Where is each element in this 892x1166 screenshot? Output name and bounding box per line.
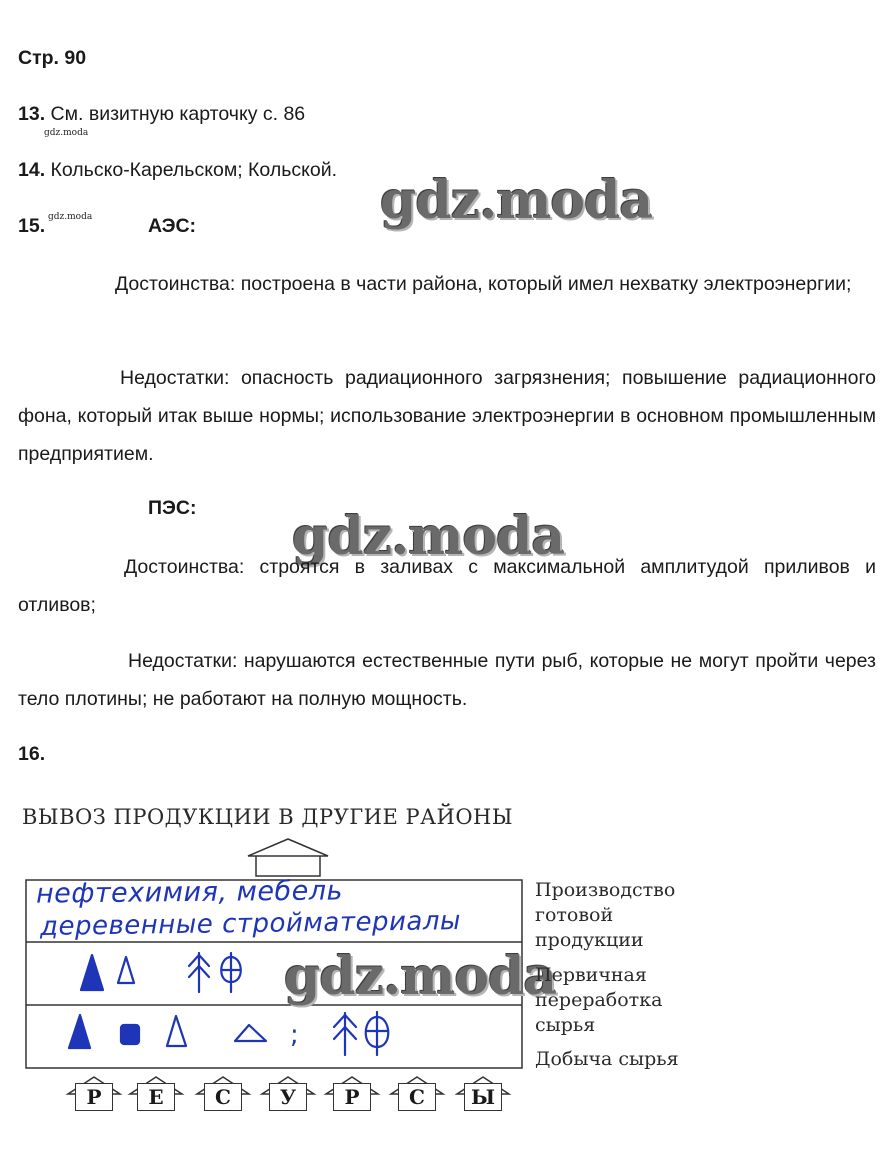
aes-pros: Достоинства: построена в части района, который имел нехватку электроэнергии; [115, 273, 852, 295]
answer-16-number: 16. [18, 743, 46, 765]
level-label-extraction: Добыча сырья [535, 1048, 679, 1070]
triangle-filled-icon [81, 955, 103, 990]
triangle-filled-icon [69, 1015, 90, 1048]
resource-letter: Ы [464, 1083, 502, 1111]
pes-pros: Достоинства: строятся в заливах с максимальной амплитудой приливов и отливов; [18, 556, 876, 616]
tree-icon [334, 1013, 356, 1055]
deciduous-tree-icon [221, 953, 241, 992]
answer-number: 13. [18, 103, 46, 125]
square-filled-icon [121, 1025, 139, 1044]
watermark-large: gdz.moda [284, 946, 557, 1007]
resource-letter: С [398, 1083, 436, 1111]
level-label-processing: Первичная переработка сырья [535, 964, 663, 1036]
resource-letter: Р [333, 1083, 371, 1111]
triangle-outline-icon [235, 1025, 266, 1041]
watermark-large: gdz.moda [380, 170, 653, 231]
triangle-outline-icon [118, 957, 134, 983]
watermark-large: gdz.moda [292, 506, 565, 567]
page-label: Стр. 90 [18, 47, 87, 69]
handwritten-products-line1: нефтехимия, мебель [35, 875, 344, 910]
resource-letter: Е [137, 1083, 175, 1111]
aes-heading: АЭС: [148, 215, 197, 237]
handwritten-products-line2: деревенные стройматериалы [39, 906, 462, 942]
up-arrow-icon [248, 839, 328, 876]
handwritten-separator: ; [290, 1020, 300, 1050]
resource-letter: Р [75, 1083, 113, 1111]
answer-text: Кольско-Карельском; Кольской. [50, 159, 338, 181]
answer-text: См. визитную карточку с. 86 [50, 103, 306, 125]
resource-letter: С [204, 1083, 242, 1111]
triangle-outline-icon [167, 1016, 186, 1046]
aes-cons: Недостатки: опасность радиационного загрязнения; повышение радиационного фона, который итак выше нормы; использование электроэнергии в основном промышленным предприятием. [18, 367, 876, 465]
level-label-production: Производство готовой продукции [535, 879, 676, 951]
deciduous-tree-icon [366, 1012, 389, 1055]
watermark-small: gdz.moda [44, 128, 89, 138]
pes-heading: ПЭС: [148, 497, 197, 519]
watermark-small: gdz.moda [48, 212, 93, 222]
pes-cons: Недостатки: нарушаются естественные пути рыб, которые не могут пройти через тело плотины; не работают на полную мощность. [18, 650, 876, 710]
answer-number: 14. [18, 159, 46, 181]
resource-letter: У [269, 1083, 307, 1111]
answer-15-number: 15. [18, 215, 46, 237]
diagram-title: ВЫВОЗ ПРОДУКЦИИ В ДРУГИЕ РАЙОНЫ [22, 805, 514, 829]
tree-icon [189, 953, 209, 992]
